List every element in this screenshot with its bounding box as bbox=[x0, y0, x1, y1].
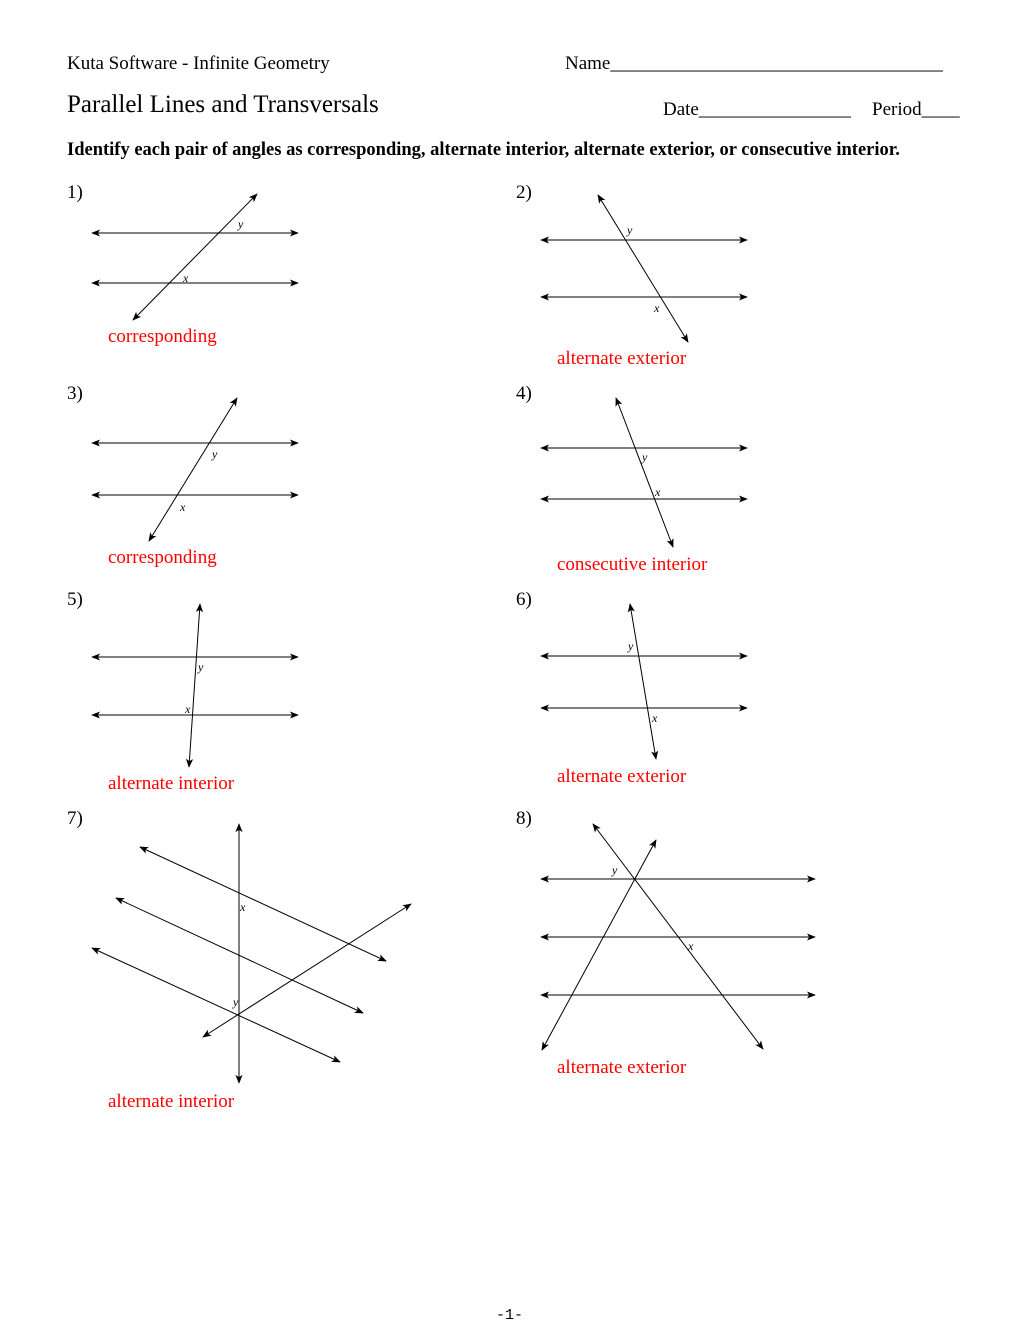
instructions: Identify each pair of angles as corresponding, alternate interior, alternate exterior, or consecutive interior. bbox=[67, 140, 900, 160]
angle-label-x: x bbox=[240, 900, 246, 914]
angle-label-y: y bbox=[642, 450, 648, 464]
answer-5: alternate interior bbox=[108, 773, 235, 794]
parallel-line bbox=[92, 948, 340, 1062]
page-number: -1- bbox=[496, 1307, 524, 1324]
angle-label-x: x bbox=[652, 711, 658, 725]
angle-label-x: x bbox=[185, 702, 191, 716]
answer-3: corresponding bbox=[108, 547, 217, 568]
transversal-line bbox=[189, 604, 200, 767]
answer-6: alternate exterior bbox=[557, 766, 687, 787]
angle-label-x: x bbox=[655, 485, 661, 499]
angle-label-y: y bbox=[628, 639, 634, 653]
problem-number-3: 3) bbox=[67, 383, 83, 404]
transversal-line bbox=[630, 604, 656, 759]
answer-1: corresponding bbox=[108, 326, 217, 347]
software-label: Kuta Software - Infinite Geometry bbox=[67, 53, 330, 74]
answer-8: alternate exterior bbox=[557, 1057, 687, 1078]
problem-number-8: 8) bbox=[516, 808, 532, 829]
angle-label-x: x bbox=[180, 500, 186, 514]
angle-label-x: x bbox=[654, 301, 660, 315]
answer-4: consecutive interior bbox=[557, 554, 708, 575]
problem-number-7: 7) bbox=[67, 808, 83, 829]
angle-label-x: x bbox=[688, 939, 694, 953]
problem-number-6: 6) bbox=[516, 589, 532, 610]
angle-label-y: y bbox=[612, 863, 618, 877]
page-title: Parallel Lines and Transversals bbox=[67, 91, 379, 118]
angle-label-x: x bbox=[183, 271, 189, 285]
angle-label-y: y bbox=[238, 217, 244, 231]
answer-7: alternate interior bbox=[108, 1091, 235, 1112]
period-field: Period____ bbox=[872, 99, 960, 120]
transversal-line bbox=[598, 195, 688, 342]
angle-label-y: y bbox=[627, 223, 633, 237]
name-field: Name___________________________________ bbox=[565, 53, 943, 74]
angle-label-y: y bbox=[233, 995, 239, 1009]
angle-label-y: y bbox=[198, 660, 204, 674]
problem-number-1: 1) bbox=[67, 182, 83, 203]
problem-number-4: 4) bbox=[516, 383, 532, 404]
transversal-line bbox=[149, 398, 237, 541]
angle-label-y: y bbox=[212, 447, 218, 461]
transversal-line bbox=[133, 194, 257, 320]
transversal-line bbox=[542, 840, 656, 1050]
problem-number-5: 5) bbox=[67, 589, 83, 610]
answer-2: alternate exterior bbox=[557, 348, 687, 369]
problem-number-2: 2) bbox=[516, 182, 532, 203]
transversal-line bbox=[616, 398, 673, 547]
date-field: Date________________ bbox=[663, 99, 851, 120]
